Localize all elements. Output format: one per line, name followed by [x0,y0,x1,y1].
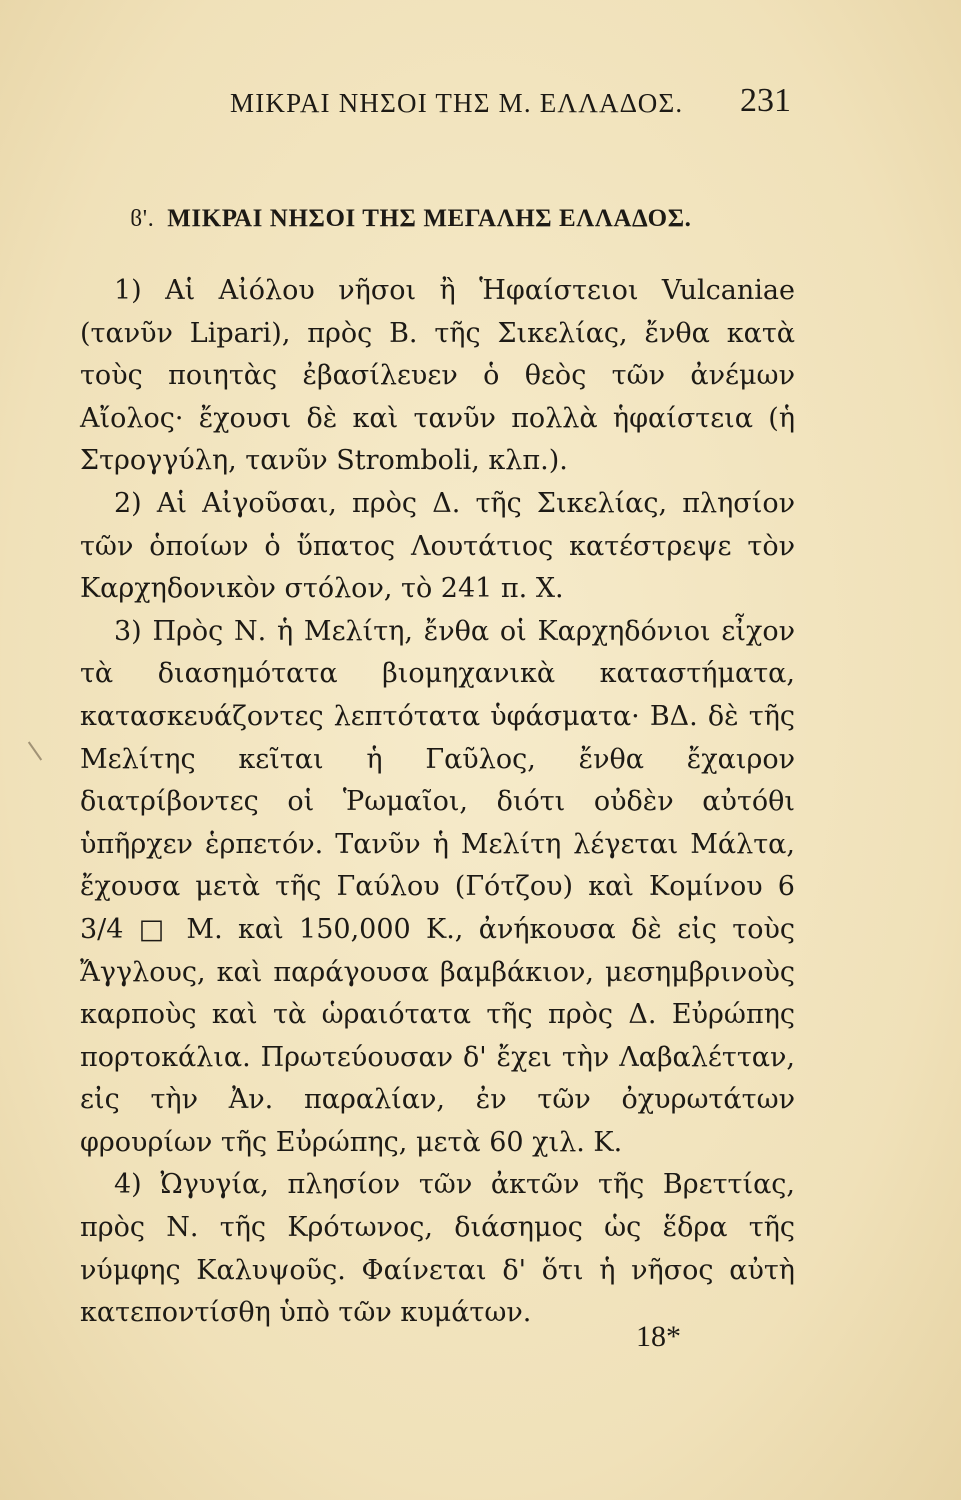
paragraph-aegates-islands: 2) Αἱ Αἰγοῦσαι, πρὸς Δ. τῆς Σικελίας, πλησίον τῶν ὁποίων ὁ ὕπατος Λουτάτιος κατέστρεψε τὸν Καρχηδονικὸν στόλον, τὸ 241 π. Χ. [80,487,795,605]
section-title: ΜΙΚΡΑΙ ΝΗΣΟΙ ΤΗΣ ΜΕΓΑΛΗΣ ΕΛΛΑΔΟΣ. [167,205,692,232]
paragraph-ogygia: 4) Ὠγυγία, πλησίον τῶν ἀκτῶν τῆς Βρεττίας, πρὸς Ν. τῆς Κρότωνος, διάσημος ὡς ἕδρα τῆς νύμφης Καλυψοῦς. Φαίνεται δ' ὅτι ἡ νῆσος αὐτὴ κατεποντίσθη ὑπὸ τῶν κυμάτων. [80,1169,795,1329]
section-number: ϐ'. [130,206,155,232]
body-text [80,270,795,1335]
paragraph-malta: 3) Πρὸς Ν. ἡ Μελίτη, ἔνθα οἱ Καρχηδόνιοι εἶχον τὰ διασημότατα βιομηχανικὰ καταστήματα, κατασκευάζοντες λεπτότατα ὑφάσματα· ΒΔ. δὲ τῆς Μελίτης κεῖται ἡ Γαῦλος, ἔνθα ἔχαιρον διατρίβοντες οἱ Ῥωμαῖοι, διότι οὐδὲν αὐτόθι ὑπῆρχεν ἑρπετόν. Τανῦν ἡ Μελίτη λέγεται Μάλτα, ἔχουσα μετὰ τῆς Γαύλου (Γότζου) καὶ Κομίνου 6 3/4 □ Μ. καὶ 150,000 Κ., ἀνήκουσα δὲ εἰς τοὺς Ἄγγλους, καὶ παράγουσα βαμβάκιον, μεσημβρινοὺς καρποὺς καὶ τὰ ὡραιότατα τῆς πρὸς Δ. Εὐρώπης πορτοκάλια. Πρωτεύουσαν δ' ἔχει τὴν Λαβαλέτταν, εἰς τὴν Ἀν. παραλίαν, ἐν τῶν ὀχυρωτάτων φρουρίων τῆς Εὐρώπης, μετὰ 60 χιλ. Κ. [80,615,795,1158]
paragraph-aeolian-islands: 1) Αἱ Αἰόλου νῆσοι ἢ Ἡφαίστειοι Vulcaniae (τανῦν Lipari), πρὸς Β. τῆς Σικελίας, ἔνθα κατὰ τοὺς ποιητὰς ἐβασίλευεν ὁ θεὸς τῶν ἀνέμων Αἴολος· ἔχουσι δὲ καὶ τανῦν πολλὰ ἡφαίστεια (ἡ Στρογγύλη, τανῦν Stromboli, κλπ.). [80,275,795,477]
ink-mark [28,741,42,760]
running-head [0,82,961,128]
printer-signature: 18* [636,1320,681,1353]
running-title: ΜΙΚΡΑΙ ΝΗΣΟΙ ΤΗΣ Μ. ΕΛΛΑΔΟΣ. [230,88,684,118]
section-heading [130,205,830,233]
page-number: 231 [740,82,791,119]
